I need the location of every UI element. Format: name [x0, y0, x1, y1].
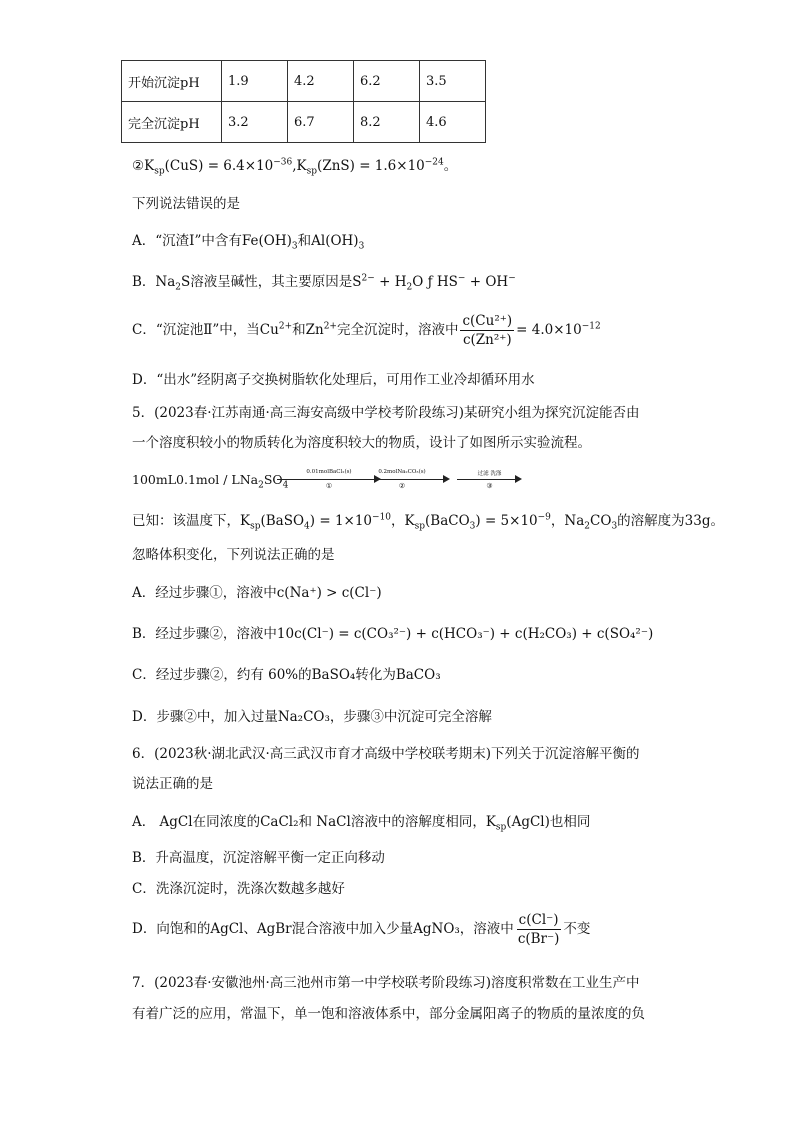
table-cell: 6.7 [288, 102, 354, 143]
ph-table [121, 60, 486, 143]
q4-option-b: B．$Na_2S$溶液呈碱性，其主要原因是$S^{2-} + H_2O$ ƒ HS− + OH− [132, 273, 516, 293]
q4-option-a: A．“沉渣Ⅰ”中含有$Fe(OH)_3$和$Al(OH)_3$ [132, 233, 365, 252]
q5-ignore: 忽略体积变化，下列说法正确的是 [132, 547, 335, 563]
row-label: 开始沉淀pH [122, 61, 222, 102]
table-cell: 8.2 [354, 102, 420, 143]
table-row [122, 102, 486, 143]
table-cell: 4.2 [288, 61, 354, 102]
q5-known: 已知：该温度下，$K_{sp}(BaSO_4) = 1\times 10^{-10}$，$K_{sp}(BaCO_3) = 5\times 10^{-9}$，$Na_2CO_3$的溶解度为33g。 [132, 512, 724, 532]
table-row [122, 61, 486, 102]
table-cell: 1.9 [222, 61, 288, 102]
q7-stem-line2: 有着广泛的应用，常温下，单一饱和溶液体系中，部分金属阳离子的物质的量浓度的负 [132, 1006, 645, 1022]
table-cell: 3.5 [420, 61, 486, 102]
flow-arrow-1: 0.01molBaCl₂(s) ① [277, 470, 381, 492]
q4-option-d: D．“出水”经阴离子交换树脂软化处理后，可用作工业冷却循环用水 [132, 372, 535, 388]
q5-option-c: C．经过步骤②，约有 60%的BaSO₄转化为BaCO₃ [132, 667, 441, 683]
q6-stem-line1: 6．(2023秋·湖北武汉·高三武汉市育才高级中学校联考期末)下列关于沉淀溶解平衡的 [132, 746, 640, 762]
q6-option-a: A． AgCl在同浓度的CaCl₂和 NaCl溶液中的溶解度相同，$K_{sp}(AgCl)$也相同 [132, 814, 591, 833]
q5-option-a: A．经过步骤①，溶液中c(Na⁺) > c(Cl⁻) [132, 585, 382, 601]
q6-option-c: C．洗涤沉淀时，洗涤次数越多越好 [132, 881, 345, 897]
q5-stem-line1: 5．(2023春·江苏南通·高三海安高级中学校考阶段练习)某研究小组为探究沉淀能否由 [132, 405, 640, 421]
table-cell: 4.6 [420, 102, 486, 143]
table-cell: 6.2 [354, 61, 420, 102]
q6-option-b: B．升高温度，沉淀溶解平衡一定正向移动 [132, 850, 385, 866]
fraction: $\frac{c(Cl^-)}{c(Br^-)}$ [517, 912, 560, 948]
q5-stem-line2: 一个溶度积较小的物质转化为溶度积较大的物质，设计了如图所示实验流程。 [132, 435, 591, 451]
q7-stem-line1: 7．(2023春·安徽池州·高三池州市第一中学校联考阶段练习)溶度积常数在工业生产中 [132, 975, 640, 991]
ksp-note: $②K_{sp}(CuS) = 6.4\times 10^{-36},K_{sp}(ZnS) = 1.6\times 10^{-24}$。 [132, 157, 458, 177]
flow-start: $100mL0.1mol / LNa_2SO_4$ [132, 472, 289, 491]
flow-arrow-2: 0.2molNa₂CO₃(s) ② [354, 470, 450, 492]
table-cell: 3.2 [222, 102, 288, 143]
flow-arrow-3: 过滤 洗涤 ③ [457, 470, 522, 492]
q4-stem: 下列说法错误的是 [132, 196, 240, 212]
row-label: 完全沉淀pH [122, 102, 222, 143]
fraction: $\frac{\text{c(Cu²⁺)}}{\text{c(Zn²⁺)}}$ [462, 313, 513, 349]
q4-option-c: C．“沉淀池Ⅱ”中，当$Cu^{2+}$和$Zn^{2+}$完全沉淀时，溶液中 $\frac{\text{c(Cu²⁺)}}{\text{c(Zn²⁺)}}$ = $4.0\times 10^{-12}$ [132, 313, 601, 349]
q6-stem-line2: 说法正确的是 [132, 776, 213, 792]
q5-option-d: D．步骤②中，加入过量Na₂CO₃，步骤③中沉淀可完全溶解 [132, 709, 492, 725]
q6-option-d: D．向饱和的AgCl、AgBr混合溶液中加入少量AgNO₃，溶液中 $\frac{c(Cl^-)}{c(Br^-)}$ 不变 [132, 912, 591, 948]
q5-option-b: B．经过步骤②，溶液中10c(Cl⁻) = c(CO₃²⁻) + c(HCO₃⁻) + c(H₂CO₃) + c(SO₄²⁻) [132, 626, 654, 642]
